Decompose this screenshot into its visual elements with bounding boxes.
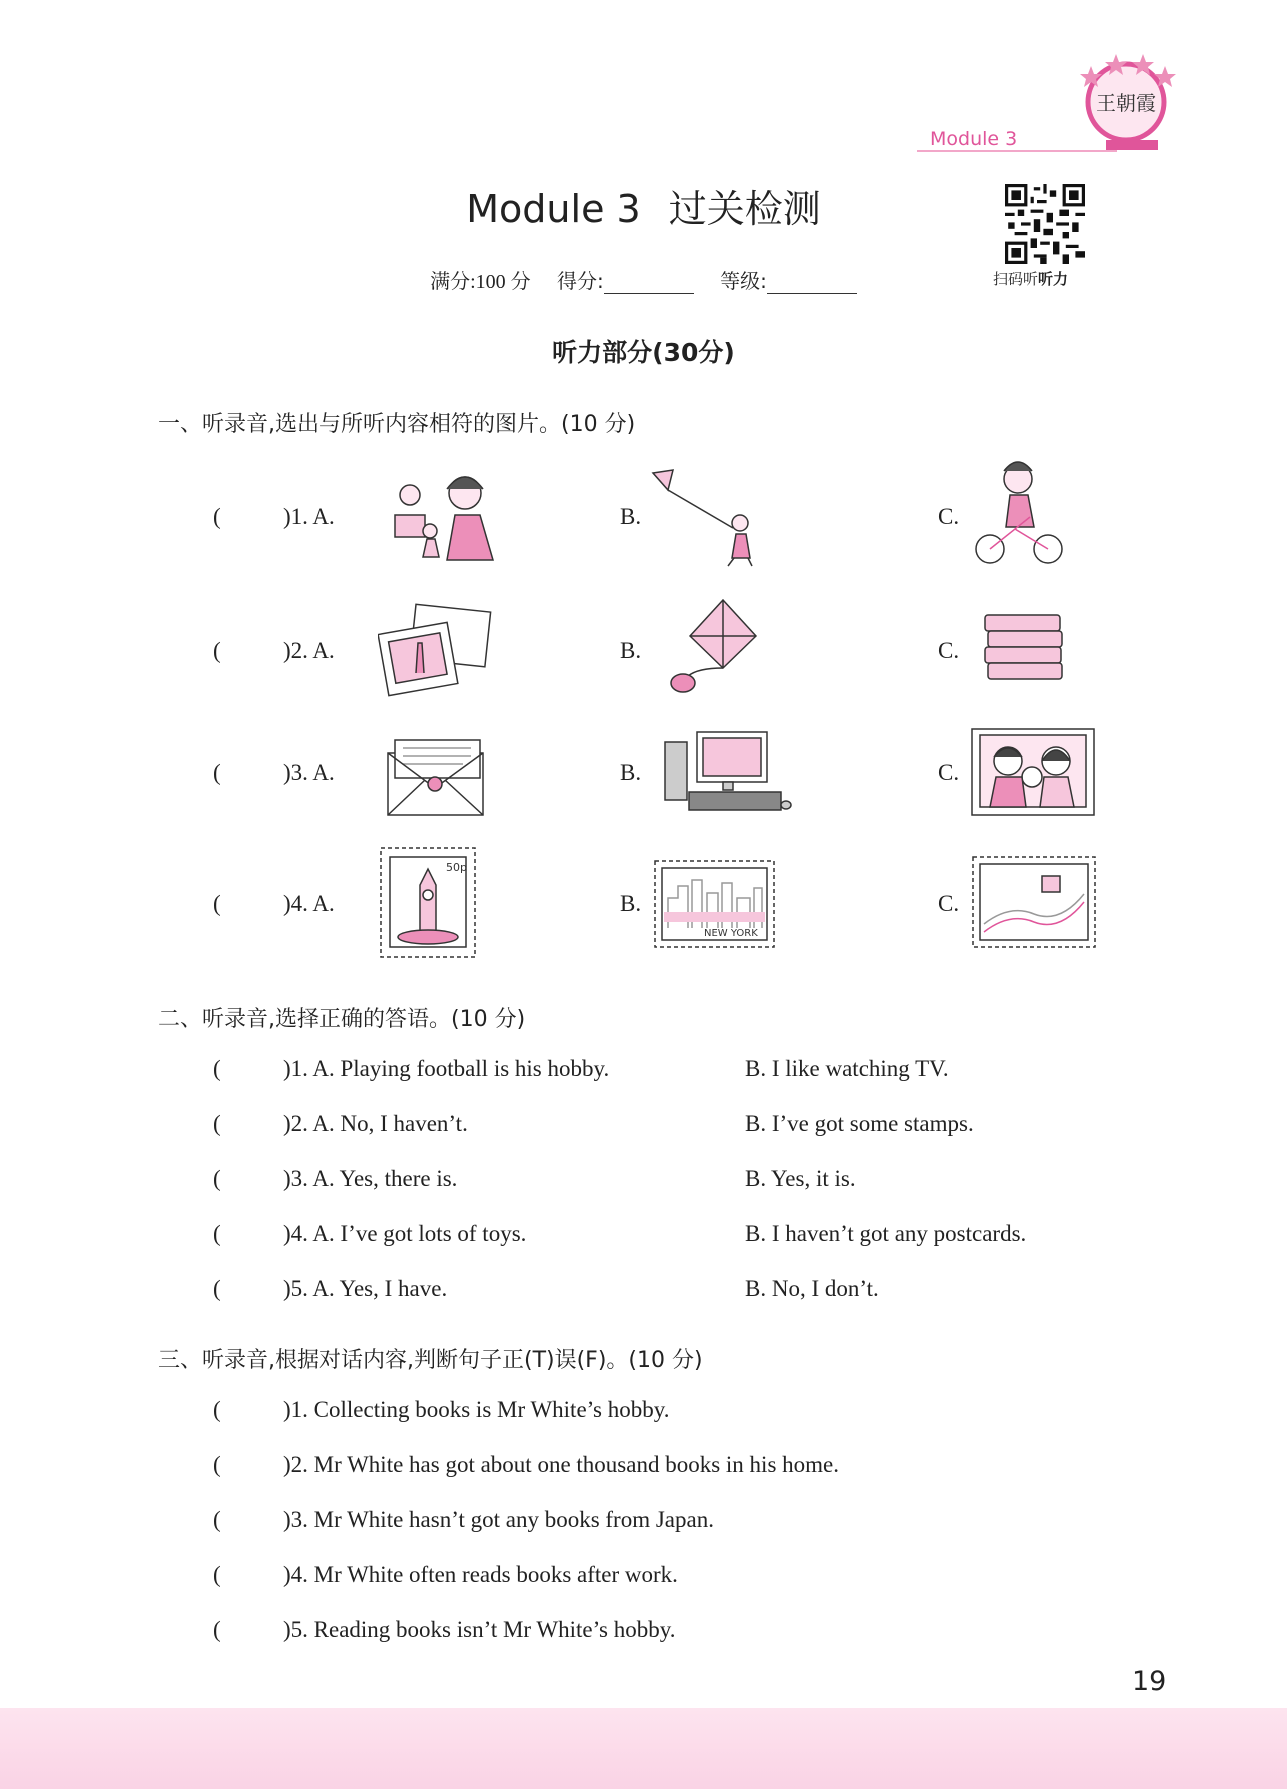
postcards-picture[interactable]	[378, 603, 493, 698]
s1-item-2-b: B.	[620, 638, 642, 663]
title-text: 过关检测	[668, 187, 821, 231]
s1-item-4-b: B.	[620, 891, 642, 916]
s2-item-4: ( )4. A. I’ve got lots of toys.	[213, 1221, 527, 1246]
title-module: Module 3	[466, 187, 641, 231]
page-title	[0, 178, 1287, 233]
score-label: 得分:	[557, 269, 604, 293]
books-picture[interactable]	[980, 610, 1070, 690]
s2-item-5: ( )5. A. Yes, I have.	[213, 1276, 448, 1301]
s1-item-1-b: B.	[620, 504, 642, 529]
score-blank[interactable]	[604, 275, 694, 294]
s2-item-2-b: B. I’ve got some stamps.	[745, 1111, 974, 1136]
s1-item-1-c: C.	[938, 504, 960, 529]
s2-item-1-b: B. I like watching TV.	[745, 1056, 949, 1081]
module-tag: Module 3	[930, 128, 1018, 150]
s1-item-2: ( )2. A.	[213, 638, 335, 663]
qr-code[interactable]	[1005, 184, 1085, 264]
s3-item-4: ( )4. Mr White often reads books after work.	[213, 1562, 678, 1587]
computer-picture[interactable]	[663, 730, 793, 815]
letter-picture[interactable]	[383, 738, 493, 820]
full-score: 满分:100 分	[430, 271, 531, 293]
s3-item-3: ( )3. Mr White hasn’t got any books from Japan.	[213, 1507, 714, 1532]
s2-item-3-b: B. Yes, it is.	[745, 1166, 856, 1191]
s3-item-5: ( )5. Reading books isn’t Mr White’s hobby.	[213, 1617, 676, 1642]
s3-item-2: ( )2. Mr White has got about one thousand books in his home.	[213, 1452, 839, 1477]
section3-heading: 三、听录音,根据对话内容,判断句子正(T)误(F)。(10 分)	[158, 1348, 703, 1373]
section2-heading: 二、听录音,选择正确的答语。(10 分)	[158, 1007, 526, 1032]
listening-heading: 听力部分(30分)	[552, 338, 735, 367]
svg-text:50p: 50p	[446, 861, 467, 874]
s1-item-3: ( )3. A.	[213, 760, 335, 785]
s1-item-3-b: B.	[620, 760, 642, 785]
toys-girl-picture[interactable]	[385, 465, 505, 565]
footer-band	[0, 1708, 1287, 1789]
bike-girl-picture[interactable]	[970, 457, 1070, 567]
great-wall-stamp-picture[interactable]	[970, 854, 1098, 950]
s1-item-4: ( )4. A.	[213, 891, 335, 916]
s1-item-4-c: C.	[938, 891, 960, 916]
kite-girl-picture[interactable]	[648, 468, 758, 568]
score-line	[0, 265, 1287, 294]
svg-text:王朝霞: 王朝霞	[1096, 91, 1156, 115]
brand-logo	[1068, 54, 1183, 154]
svg-text:NEW YORK: NEW YORK	[704, 928, 758, 939]
family-photo-picture[interactable]	[968, 725, 1098, 820]
s2-item-1: ( )1. A. Playing football is his hobby.	[213, 1056, 610, 1081]
s1-item-3-c: C.	[938, 760, 960, 785]
qr-caption: 扫码听听力	[993, 270, 1069, 288]
kite-picture[interactable]	[668, 598, 760, 698]
s3-item-1: ( )1. Collecting books is Mr White’s hobby.	[213, 1397, 670, 1422]
s1-item-1: ( )1. A.	[213, 504, 335, 529]
s2-item-2: ( )2. A. No, I haven’t.	[213, 1111, 468, 1136]
big-ben-stamp-picture[interactable]	[378, 845, 478, 960]
grade-blank[interactable]	[767, 275, 857, 294]
page-number: 19	[1132, 1666, 1167, 1697]
s2-item-5-b: B. No, I don’t.	[745, 1276, 879, 1301]
s2-item-4-b: B. I haven’t got any postcards.	[745, 1221, 1027, 1246]
section1-heading: 一、听录音,选出与所听内容相符的图片。(10 分)	[158, 412, 636, 437]
new-york-stamp-picture[interactable]	[652, 858, 777, 950]
grade-label: 等级:	[720, 269, 767, 293]
s1-item-2-c: C.	[938, 638, 960, 663]
s2-item-3: ( )3. A. Yes, there is.	[213, 1166, 458, 1191]
